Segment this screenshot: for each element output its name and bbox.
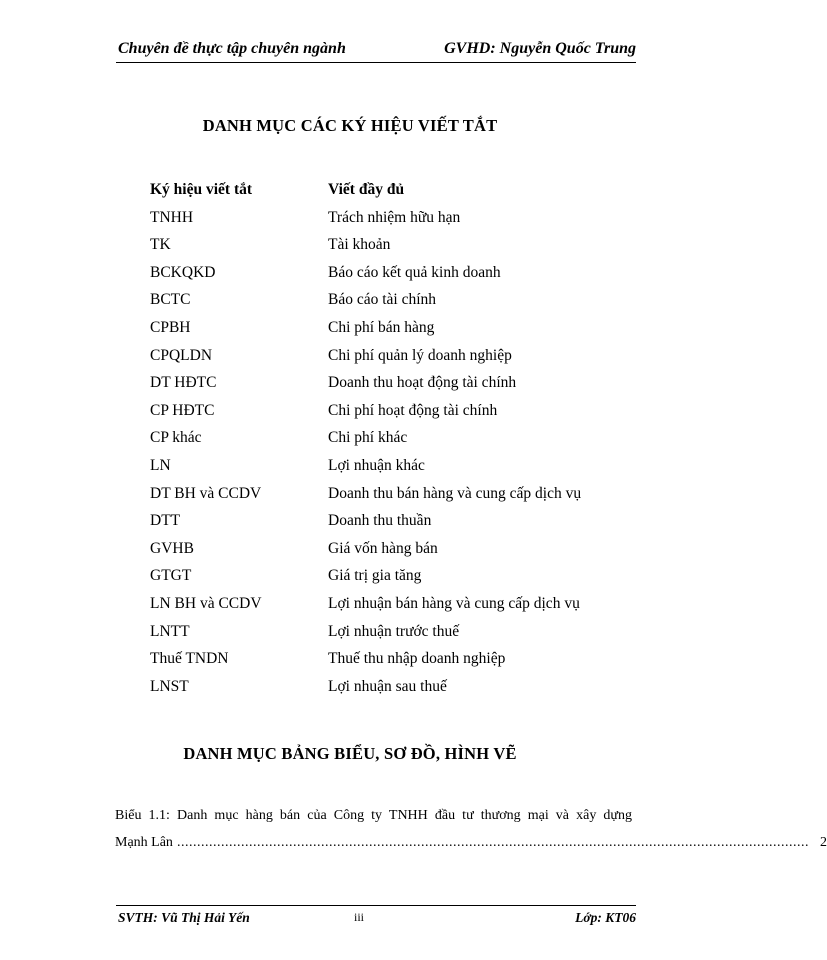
full-form: Báo cáo kết quả kinh doanh <box>328 263 501 281</box>
full-form: Báo cáo tài chính <box>328 291 437 309</box>
full-form: Doanh thu bán hàng và cung cấp dịch vụ <box>328 484 582 502</box>
abbreviation: DT BH và CCDV <box>150 484 262 502</box>
page-header <box>116 38 636 63</box>
abbreviation: CP HĐTC <box>150 401 215 419</box>
footer-page-number: iii <box>354 910 365 924</box>
header-instructor: GVHD: Nguyễn Quốc Trung <box>444 40 636 57</box>
full-form: Chi phí bán hàng <box>328 318 435 336</box>
abbreviation-row <box>150 457 650 485</box>
toc-dot-leader: .............................................................................................................................................................. <box>176 835 809 850</box>
abbreviation-row <box>150 595 650 623</box>
header-course-title: Chuyên đề thực tập chuyên ngành <box>118 40 346 57</box>
abbreviations-title: DANH MỤC CÁC KÝ HIỆU VIẾT TẮT <box>202 116 498 135</box>
abbreviation-row <box>150 540 650 568</box>
full-form: Lợi nhuận sau thuế <box>328 677 447 695</box>
column-header-full-form: Viết đầy đủ <box>328 181 405 198</box>
toc-entry-continuation[interactable] <box>115 835 827 851</box>
abbreviation: LNTT <box>150 622 190 640</box>
abbreviation: BCTC <box>150 291 191 309</box>
abbreviation-row <box>150 567 650 595</box>
abbreviation-row <box>150 347 650 375</box>
abbreviation: TK <box>150 236 171 254</box>
abbreviations-header-row <box>150 181 650 209</box>
full-form: Chi phí hoạt động tài chính <box>328 401 498 419</box>
footer-student: SVTH: Vũ Thị Hải Yến <box>118 910 250 925</box>
full-form: Chi phí khác <box>328 429 408 447</box>
abbreviation-row <box>150 485 650 513</box>
full-form: Doanh thu hoạt động tài chính <box>328 374 517 392</box>
abbreviation-row <box>150 429 650 457</box>
abbreviation-row <box>150 236 650 264</box>
abbreviation: DT HĐTC <box>150 374 217 392</box>
column-header-abbreviation: Ký hiệu viết tắt <box>150 181 253 198</box>
full-form: Lợi nhuận khác <box>328 456 425 474</box>
abbreviation: CPQLDN <box>150 346 213 364</box>
abbreviation-row <box>150 291 650 319</box>
abbreviation-row <box>150 374 650 402</box>
abbreviation: TNHH <box>150 208 194 226</box>
abbreviation-row <box>150 209 650 237</box>
full-form: Giá vốn hàng bán <box>328 539 438 557</box>
footer-class: Lớp: KT06 <box>575 910 636 925</box>
abbreviation: CPBH <box>150 318 191 336</box>
abbreviation-row <box>150 678 650 706</box>
full-form: Giá trị gia tăng <box>328 567 422 585</box>
full-form: Thuế thu nhập doanh nghiệp <box>328 650 506 668</box>
abbreviation: BCKQKD <box>150 263 216 281</box>
abbreviations-table <box>150 181 650 705</box>
full-form: Tài khoản <box>328 236 391 254</box>
toc-page-number: 2 <box>819 835 827 850</box>
abbreviation: GTGT <box>150 567 192 585</box>
full-form: Lợi nhuận bán hàng và cung cấp dịch vụ <box>328 594 580 612</box>
full-form: Doanh thu thuần <box>328 512 432 530</box>
abbreviation: LN <box>150 456 171 474</box>
abbreviation-row <box>150 650 650 678</box>
abbreviation: Thuế TNDN <box>150 650 229 668</box>
full-form: Trách nhiệm hữu hạn <box>328 208 461 226</box>
page-footer <box>116 905 636 928</box>
abbreviation: GVHB <box>150 539 194 557</box>
abbreviation: LN BH và CCDV <box>150 594 262 612</box>
abbreviation: CP khác <box>150 429 202 447</box>
full-form: Chi phí quản lý doanh nghiệp <box>328 346 512 364</box>
abbreviation: LNST <box>150 677 189 695</box>
tables-figures-title: DANH MỤC BẢNG BIỂU, SƠ ĐỒ, HÌNH VẼ <box>183 744 517 763</box>
full-form: Lợi nhuận trước thuế <box>328 622 460 640</box>
abbreviation: DTT <box>150 512 181 530</box>
abbreviation-row <box>150 402 650 430</box>
abbreviation-row <box>150 512 650 540</box>
abbreviation-row <box>150 623 650 651</box>
toc-entry-text-end: Mạnh Lân <box>115 835 173 850</box>
toc-entry-text[interactable]: Biểu 1.1: Danh mục hàng bán của Công ty TNHH đầu tư thương mại và xây dựng <box>115 808 632 823</box>
abbreviation-row <box>150 264 650 292</box>
abbreviation-row <box>150 319 650 347</box>
